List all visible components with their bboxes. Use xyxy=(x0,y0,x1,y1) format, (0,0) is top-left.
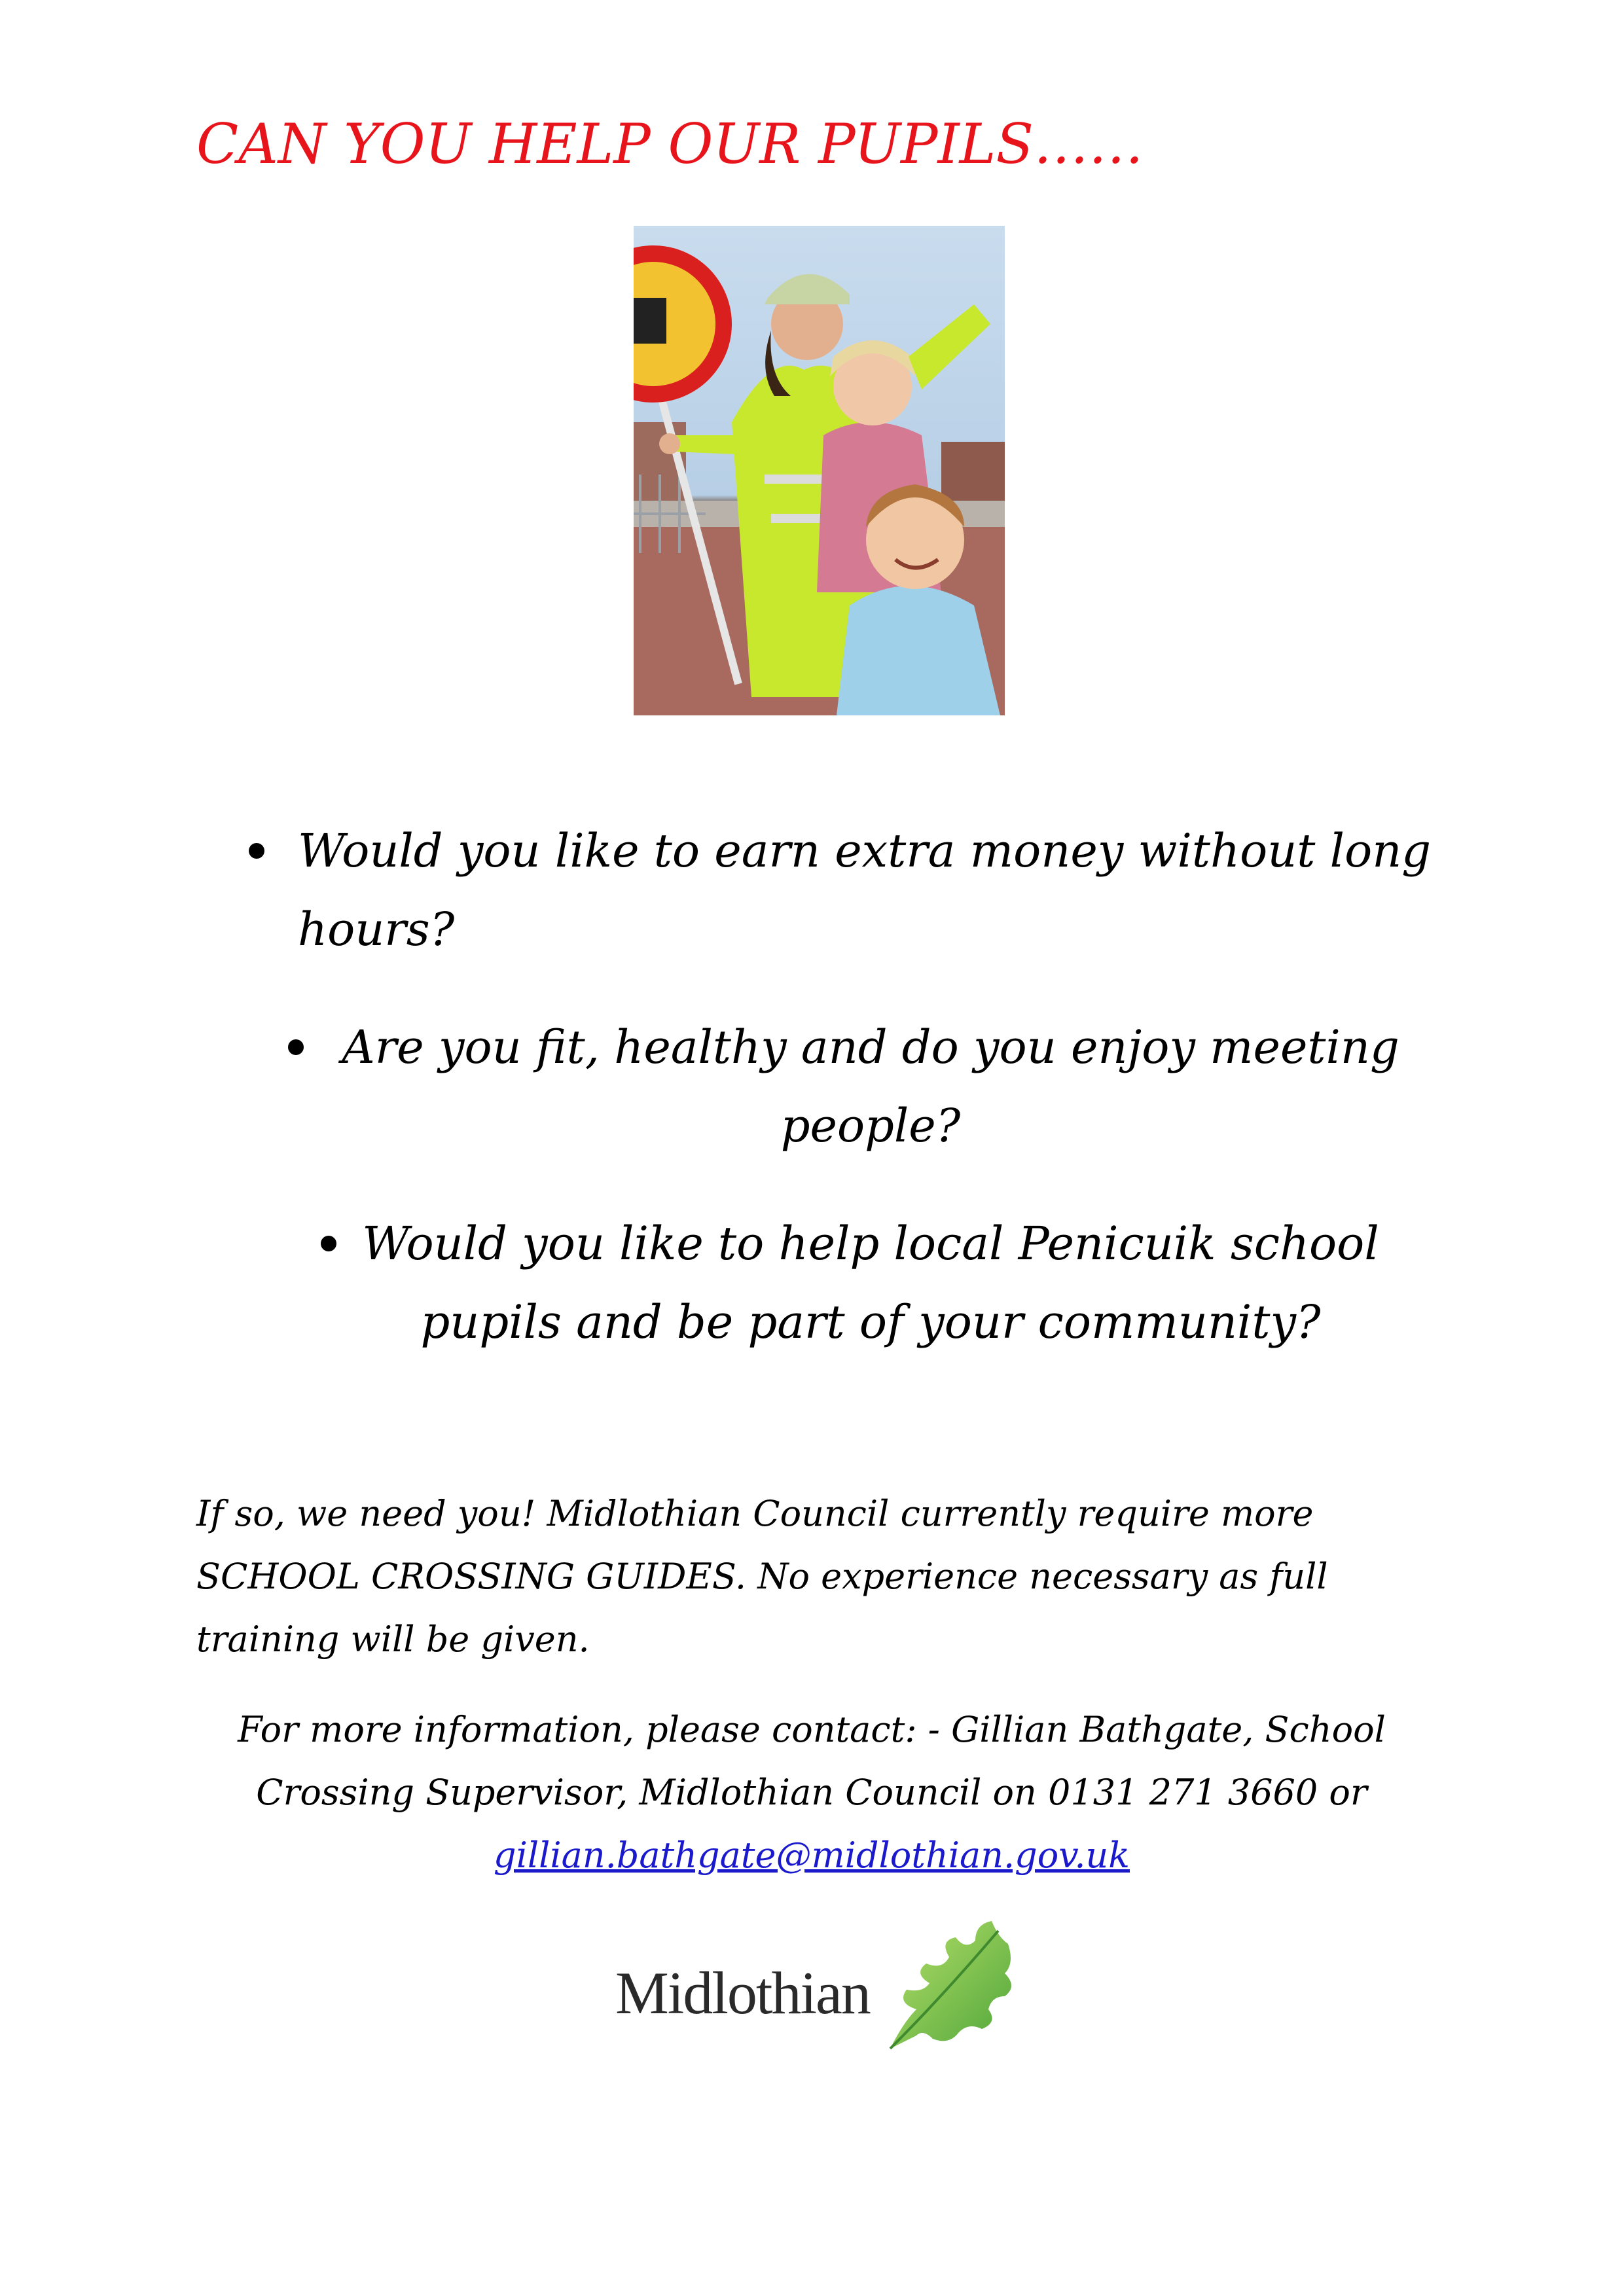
bullet-list xyxy=(0,812,1624,1361)
bullet-icon xyxy=(288,1039,304,1055)
logo-text: Midlothian xyxy=(615,1960,870,2026)
oak-leaf-icon xyxy=(877,1911,1021,2055)
bullet-text: Would you like to earn extra money without long hours? xyxy=(298,824,1432,956)
list-item xyxy=(0,1204,1381,1361)
midlothian-logo xyxy=(615,1911,1021,2055)
list-item xyxy=(0,1008,1414,1165)
bullet-icon xyxy=(249,843,264,859)
bullet-text: Would you like to help local Penicuik school pupils and be part of your community? xyxy=(362,1217,1379,1349)
contact-paragraph xyxy=(196,1698,1427,1887)
bullet-text: Are you fit, healthy and do you enjoy meeting people? xyxy=(342,1020,1399,1153)
crossing-guide-photo xyxy=(634,226,1005,715)
bullet-icon xyxy=(321,1236,336,1251)
list-item xyxy=(0,812,1463,969)
contact-text: For more information, please contact: - Gillian Bathgate, School Crossing Supervisor, Midlothian Council on 0131 271 3660 or xyxy=(238,1709,1386,1813)
email-link[interactable]: gillian.bathgate@midlothian.gov.uk xyxy=(494,1835,1130,1876)
recruitment-paragraph: If so, we need you! Midlothian Council currently require more SCHOOL CROSSING GUIDES. No experience necessary as full training will be given. xyxy=(196,1493,1328,1660)
headline: CAN YOU HELP OUR PUPILS…… xyxy=(196,112,1144,176)
